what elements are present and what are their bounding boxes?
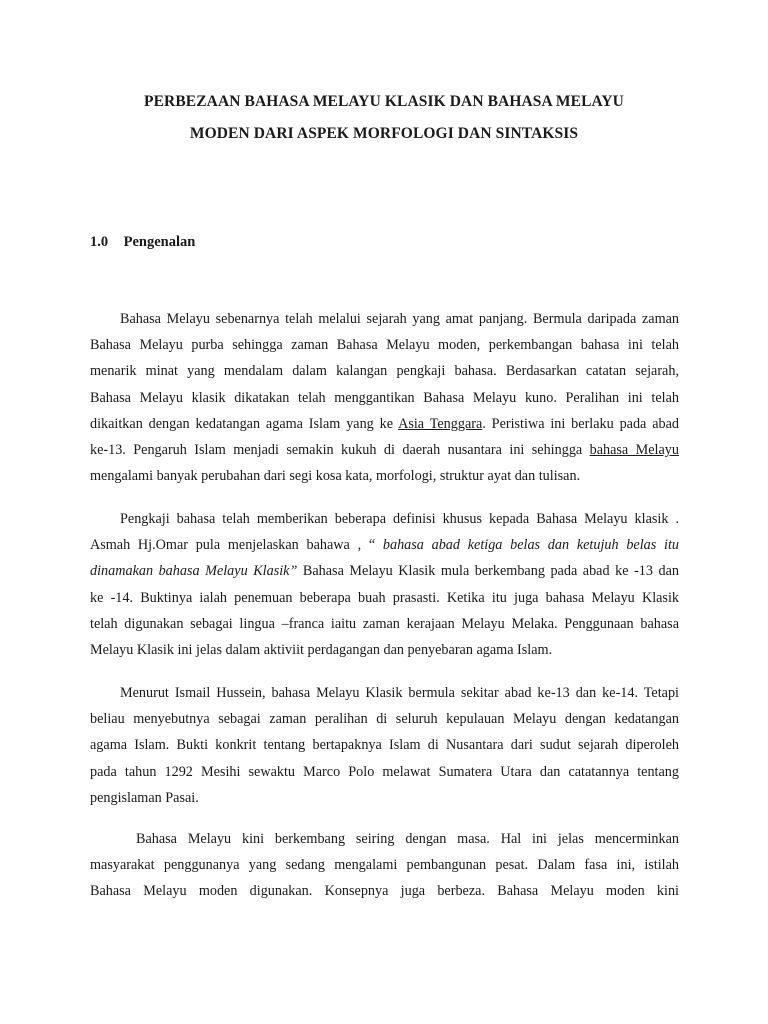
quoted-definition: dinamakan bahasa Melayu Klasik” (90, 563, 298, 580)
title-line-1: PERBEZAAN BAHASA MELAYU KLASIK DAN BAHASA MELAYU (144, 93, 624, 110)
paragraph-4 (90, 826, 679, 905)
paragraph-line: pengislaman Pasai. (90, 789, 199, 806)
title-line-2: MODEN DARI ASPEK MORFOLOGI DAN SINTAKSIS (189, 125, 579, 142)
paragraph-line: Bahasa Melayu sebenarnya telah melalui sejarah yang amat panjang. Bermula daripada zaman (120, 311, 679, 327)
paragraph-line: ke -14. Buktinya ialah penemuan beberapa buah prasasti. Ketika itu juga bahasa Melayu Klasik (90, 589, 679, 606)
paragraph-line: Melayu Klasik ini jelas dalam aktiviit perdagangan dan penyebaran agama Islam. (90, 642, 553, 659)
paragraph-3 (90, 680, 679, 811)
section-label: Pengenalan (123, 234, 196, 250)
paragraph-2 (90, 506, 679, 663)
paragraph-1 (90, 306, 679, 489)
paragraph-line: menarik minat yang mendalam dalam kalangan pengkaji bahasa. Berdasarkan catatan sejarah, (90, 363, 679, 380)
paragraph-line: masyarakat penggunanya yang sedang mengalami pembangunan pesat. Dalam fasa ini, istilah (90, 857, 679, 874)
text-run: Asmah Hj.Omar pula menjelaskan bahawa , “ (90, 537, 383, 554)
paragraph-line: Bahasa Melayu kini berkembang seiring dengan masa. Hal ini jelas mencerminkan (136, 831, 679, 847)
paragraph-line: Pengkaji bahasa telah memberikan beberapa definisi khusus kepada Bahasa Melayu klasik . (120, 511, 679, 527)
paragraph-line: Bahasa Melayu moden digunakan. Konsepnya juga berbeza. Bahasa Melayu moden kini (90, 883, 679, 900)
text-run: ke-13. Pengaruh Islam menjadi semakin kukuh di daerah nusantara ini sehingga (90, 442, 590, 459)
section-heading (90, 232, 195, 252)
paragraph-line: Bahasa Melayu klasik dikatakan telah menggantikan Bahasa Melayu kuno. Peralihan ini telah (90, 389, 679, 406)
document-title (60, 86, 708, 150)
asia-tenggara-link[interactable]: Asia Tenggara (398, 415, 483, 432)
text-run: dikaitkan dengan kedatangan agama Islam yang ke (90, 415, 399, 432)
quoted-definition: bahasa abad ketiga belas dan ketujuh belas itu (382, 537, 679, 554)
paragraph-line: telah digunakan sebagai lingua –franca iaitu zaman kerajaan Melayu Melaka. Penggunaan bahasa (90, 615, 679, 632)
bahasa-melayu-link[interactable]: bahasa Melayu (589, 442, 679, 459)
text-run: . Peristiwa ini berlaku pada abad (482, 415, 679, 432)
paragraph-line (90, 411, 679, 437)
paragraph-line: mengalami banyak perubahan dari segi kosa kata, morfologi, struktur ayat dan tulisan. (90, 468, 581, 485)
section-number: 1.0 (90, 234, 109, 250)
paragraph-line: agama Islam. Bukti konkrit tentang bertapaknya Islam di Nusantara dari sudut sejarah diperoleh (90, 737, 679, 754)
text-run: Bahasa Melayu Klasik mula berkembang pada abad ke -13 dan (297, 563, 679, 580)
paragraph-line: beliau menyebutnya sebagai zaman peralihan di seluruh kepulauan Melayu dengan kedatangan (90, 711, 679, 728)
paragraph-line (90, 558, 679, 584)
paragraph-line (90, 532, 679, 558)
paragraph-line (90, 437, 679, 463)
paragraph-line: pada tahun 1292 Mesihi sewaktu Marco Polo melawat Sumatera Utara dan catatannya tentang (90, 763, 679, 780)
paragraph-line: Bahasa Melayu purba sehingga zaman Bahasa Melayu moden, perkembangan bahasa ini telah (90, 337, 679, 354)
paragraph-line: Menurut Ismail Hussein, bahasa Melayu Klasik bermula sekitar abad ke-13 dan ke-14. Tetapi (120, 685, 679, 701)
